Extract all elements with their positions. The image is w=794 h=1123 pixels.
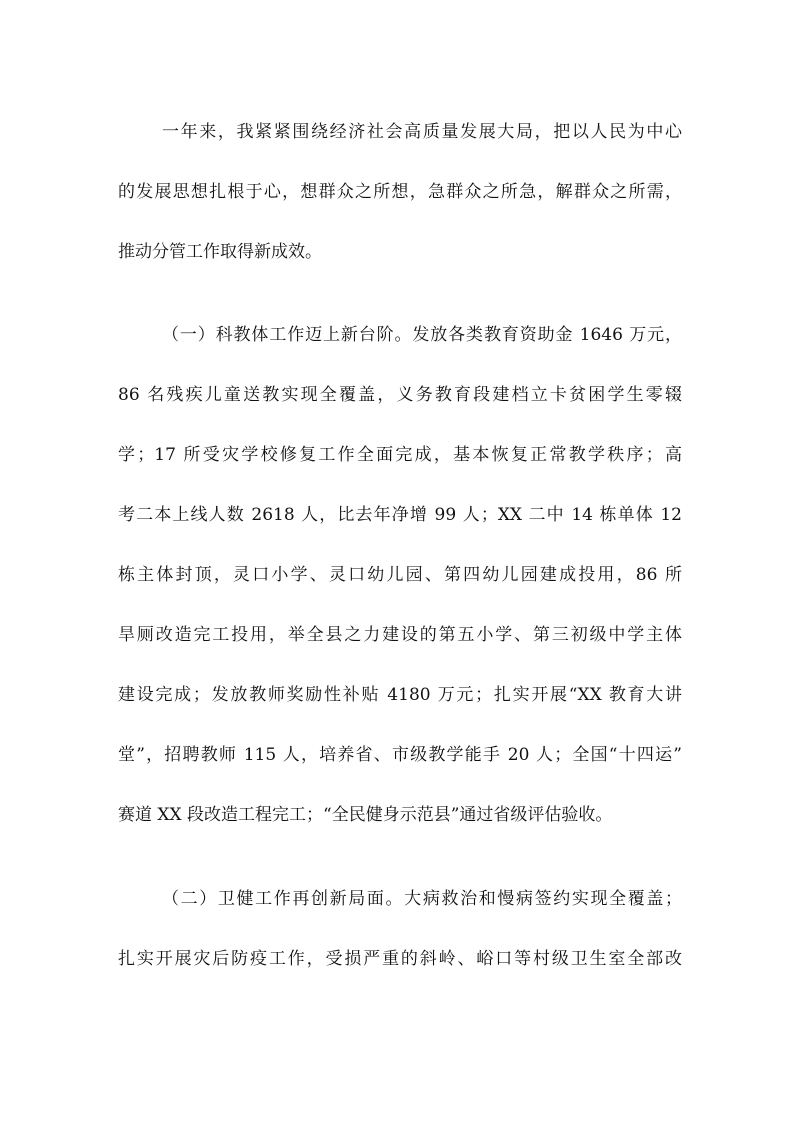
paragraph-education-line-4: 考二本上线人数 2618 人，比去年净增 99 人；XX 二中 14 栋单体 12 [118, 505, 682, 525]
paragraph-intro-line-1: 一年来，我紧紧围绕经济社会高质量发展大局，把以人民为中心 [162, 122, 682, 142]
paragraph-education-line-5: 栋主体封顶，灵口小学、灵口幼儿园、第四幼儿园建成投用，86 所 [118, 565, 682, 585]
paragraph-health-line-2: 扎实开展灾后防疫工作，受损严重的斜岭、峪口等村级卫生室全部改 [118, 949, 682, 969]
paragraph-education-line-1: （一）科教体工作迈上新台阶。发放各类教育资助金 1646 万元， [162, 325, 682, 345]
paragraph-health-line-1: （二）卫健工作再创新局面。大病救治和慢病签约实现全覆盖； [162, 889, 682, 909]
paragraph-education-line-9: 赛道 XX 段改造工程完工；“全民健身示范县”通过省级评估验收。 [118, 805, 613, 825]
paragraph-intro-line-2: 的发展思想扎根于心，想群众之所想，急群众之所急，解群众之所需， [118, 182, 682, 202]
paragraph-education-line-6: 旱厕改造完工投用，举全县之力建设的第五小学、第三初级中学主体 [118, 625, 682, 645]
paragraph-education-line-2: 86 名残疾儿童送教实现全覆盖，义务教育段建档立卡贫困学生零辍 [118, 385, 682, 405]
paragraph-education-line-3: 学；17 所受灾学校修复工作全面完成，基本恢复正常教学秩序；高 [118, 445, 682, 465]
paragraph-intro-line-3: 推动分管工作取得新成效。 [118, 242, 322, 262]
paragraph-education-line-8: 堂”，招聘教师 115 人，培养省、市级教学能手 20 人；全国“十四运” [118, 745, 682, 765]
paragraph-education-line-7: 建设完成；发放教师奖励性补贴 4180 万元；扎实开展“XX 教育大讲 [118, 685, 682, 705]
